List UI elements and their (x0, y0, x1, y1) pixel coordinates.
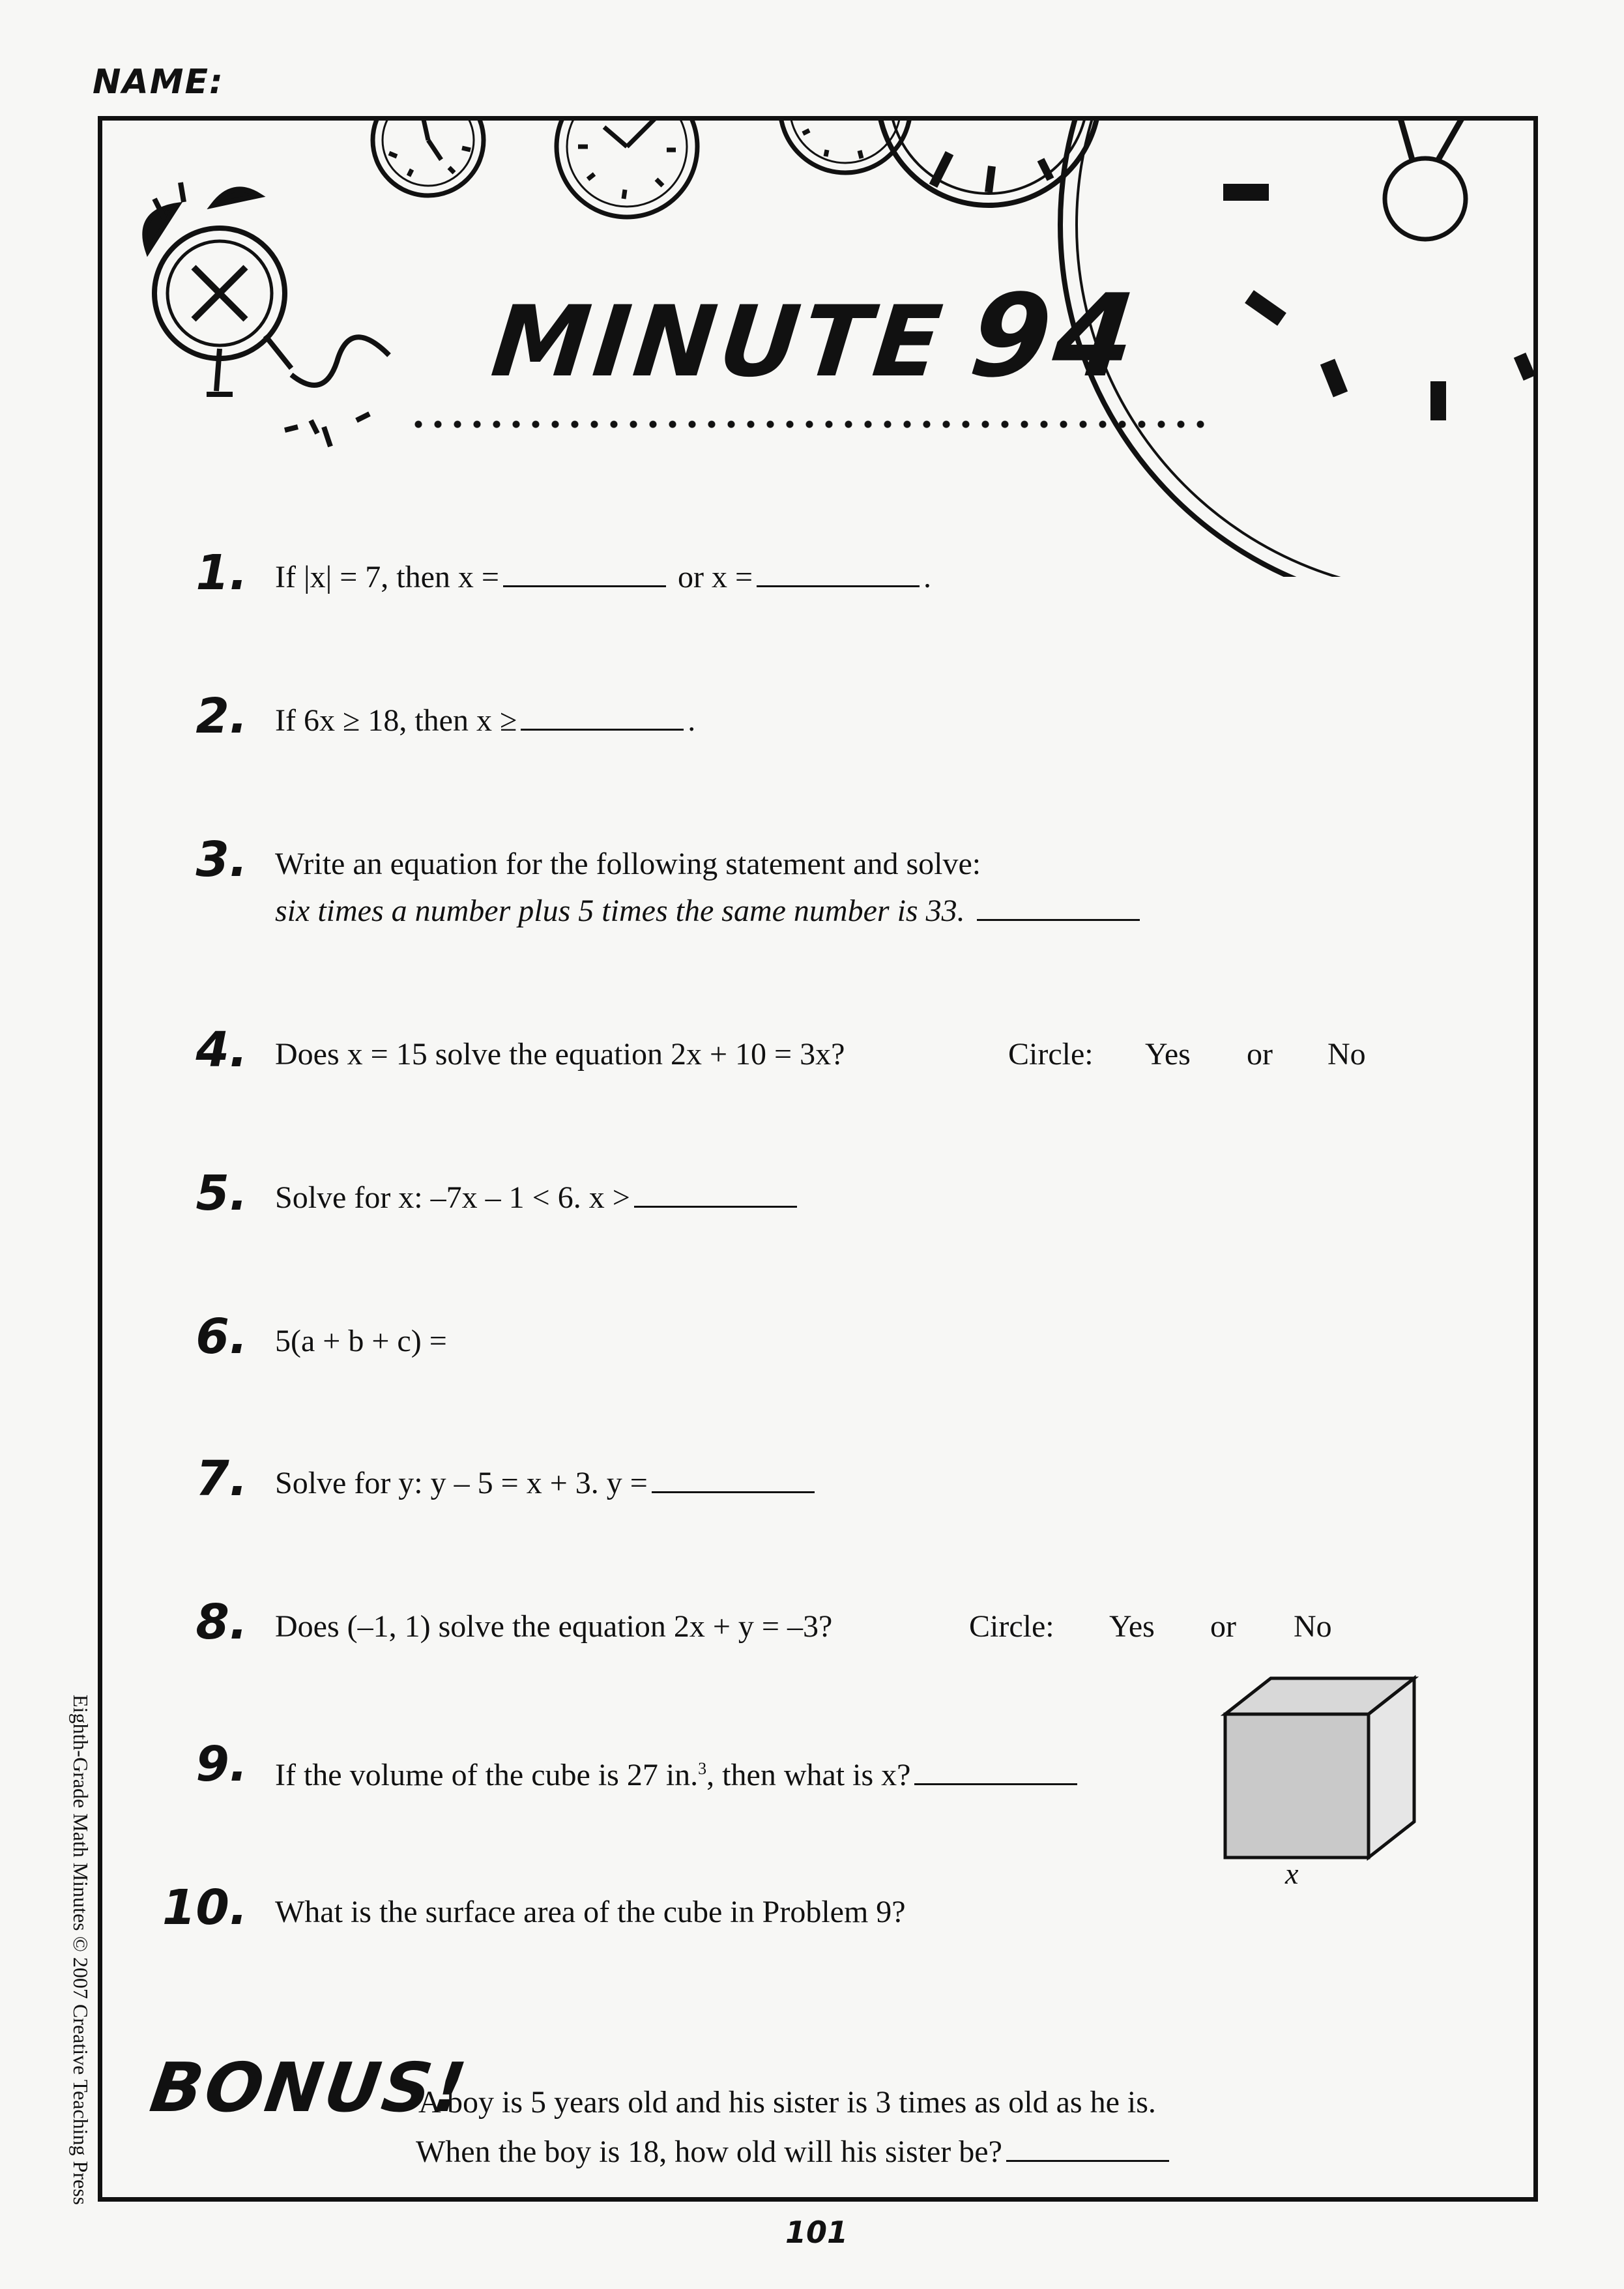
answer-blank[interactable] (1006, 2134, 1169, 2162)
problem-number: 4. (196, 1022, 248, 1078)
bonus-line-2 (416, 2127, 1173, 2177)
circle-label: Circle: (1008, 1037, 1094, 1072)
problem-number: 8. (196, 1594, 248, 1650)
problem-line: Write an equation for the following statement and solve: (275, 847, 981, 881)
problem-text-part: Solve for x: –7x – 1 < 6. x > (275, 1180, 630, 1215)
cube-edge-label: x (1285, 1857, 1299, 1890)
credit-text: Eighth-Grade Math Minutes © 2007 Creative Teaching Press (69, 1695, 93, 2206)
problem-line-italic (275, 888, 1144, 935)
problem-text: What is the surface area of the cube in Problem 9? (275, 1895, 906, 1929)
problem-text: Does (–1, 1) solve the equation 2x + y = –3? (275, 1609, 833, 1644)
answer-blank[interactable] (634, 1180, 797, 1208)
alarm-clock-icon (145, 182, 389, 446)
bonus-question: When the boy is 18, how old will his sister be? (416, 2135, 1002, 2169)
problem-text (275, 1174, 801, 1221)
answer-blank[interactable] (914, 1757, 1077, 1785)
problem-number: 2. (196, 688, 248, 744)
problem-text-part: , then what is x? (706, 1758, 911, 1792)
problem-text: Does x = 15 solve the equation 2x + 10 = 3x? (275, 1037, 845, 1072)
problem-text (275, 554, 931, 601)
worksheet-title (486, 270, 1144, 403)
problem-number: 3. (196, 832, 248, 888)
superscript: 3 (698, 1759, 707, 1778)
title-text: MINUTE (486, 285, 951, 399)
choice-yes[interactable]: Yes (1145, 1037, 1191, 1072)
answer-blank[interactable] (977, 893, 1140, 921)
choice-no[interactable]: No (1294, 1609, 1332, 1644)
problem-text: 5(a + b + c) = (275, 1324, 447, 1358)
problem-text-part: or x = (677, 560, 753, 594)
choice-no[interactable]: No (1327, 1037, 1366, 1072)
problem-number: 9. (196, 1736, 248, 1792)
clock-icon (557, 121, 697, 217)
page-number: 101 (785, 2215, 848, 2250)
problem-text-part: . (688, 703, 696, 738)
problem-text (275, 841, 1144, 935)
choice-or: or (1210, 1609, 1236, 1644)
problem-text-part: Solve for y: y – 5 = x + 3. y = (275, 1466, 648, 1500)
statement-text: six times a number plus 5 times the same number is 33. (275, 894, 965, 928)
answer-blank[interactable] (521, 703, 684, 731)
problem-text-part: If |x| = 7, then x = (275, 560, 499, 594)
problem-text-part: If 6x ≥ 18, then x ≥ (275, 703, 517, 738)
problem-text (275, 697, 695, 744)
dotted-divider (409, 420, 1210, 428)
circle-label: Circle: (969, 1609, 1054, 1644)
bonus-label: BONUS! (145, 2048, 474, 2127)
problem-text (275, 1460, 819, 1507)
answer-blank[interactable] (757, 559, 920, 587)
problem-number: 1. (196, 545, 248, 601)
answer-blank[interactable] (652, 1465, 815, 1493)
clock-icon (373, 121, 484, 196)
choice-yes[interactable]: Yes (1109, 1609, 1155, 1644)
cube-figure (1219, 1675, 1427, 1871)
problem-text-part: . (923, 560, 932, 594)
problem-text-part: If the volume of the cube is 27 in. (275, 1758, 699, 1792)
problem-text (275, 1745, 1081, 1799)
title-number: 94 (964, 270, 1145, 403)
problem-number: 7. (196, 1451, 248, 1507)
answer-blank[interactable] (503, 559, 666, 587)
bonus-line-1: A boy is 5 years old and his sister is 3 times as old as he is. (418, 2085, 1156, 2120)
copyright-credit (60, 1695, 99, 2206)
problem-number: 6. (196, 1309, 248, 1365)
name-label: NAME: (93, 63, 224, 102)
problem-number: 10. (162, 1880, 248, 1936)
choice-or: or (1247, 1037, 1273, 1072)
problem-number: 5. (196, 1165, 248, 1221)
cube-front-face (1225, 1714, 1369, 1858)
